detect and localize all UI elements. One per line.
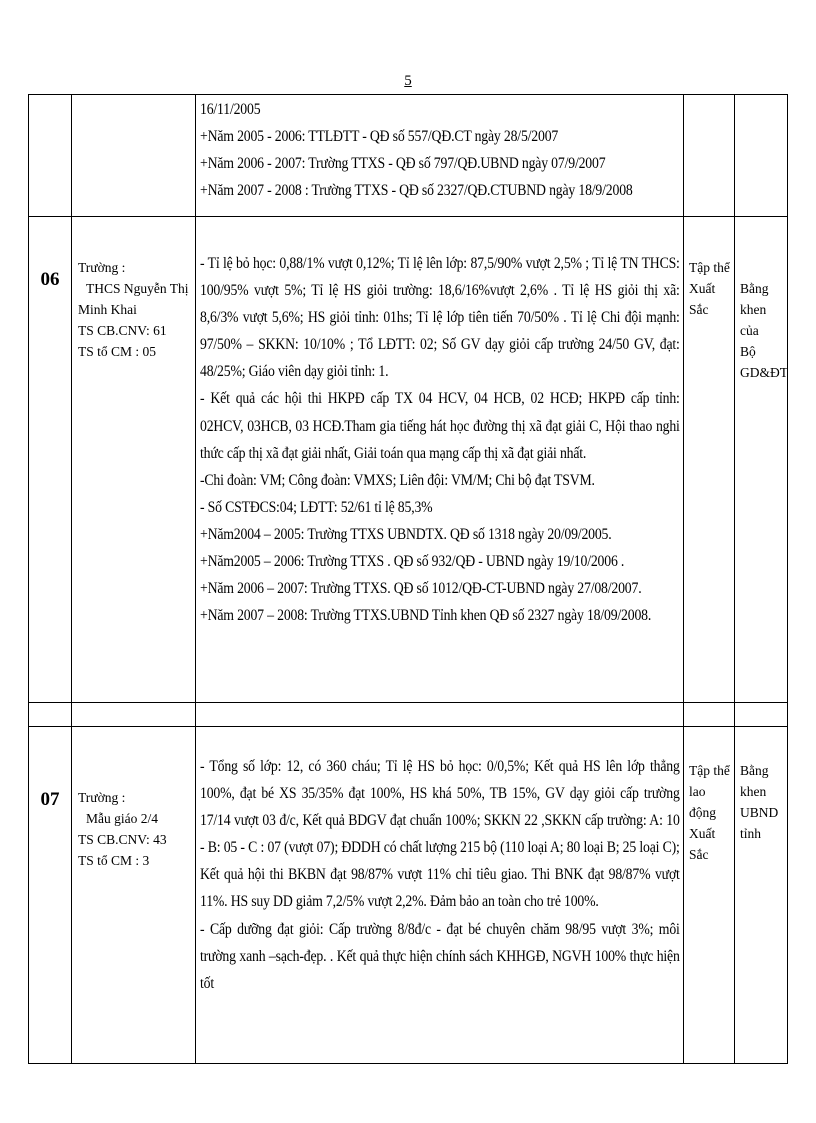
form-line: khen của (740, 302, 767, 338)
achievement-paragraph: - Cấp dưỡng đạt giỏi: Cấp trường 8/8đ/c - đạt bé chuyên chăm 98/95 vượt 3%; môi trường xanh –sạch-đẹp. . Kết quả thực hiện chính sách KHHGĐ, NGVH 100% thực hiện tốt (200, 920, 680, 992)
unit-line: Trường : (78, 260, 126, 275)
form-line: tỉnh (740, 826, 762, 841)
table-row-continuation (29, 95, 788, 217)
unit-line: TS CB.CNV: 61 (78, 323, 167, 338)
title-cell (684, 727, 735, 1064)
row-number (29, 727, 72, 1064)
title-line: Sắc (689, 847, 709, 862)
title-line: Xuất (689, 281, 716, 296)
row-number (29, 217, 72, 703)
achievement-line: +Năm 2007 - 2008 : Trường TTXS - QĐ số 2327/QĐ.CTUBND ngày 18/9/2008 (200, 182, 633, 200)
achievement-paragraph: - Số CSTĐCS:04; LĐTT: 52/61 tỉ lệ 85,3% (200, 498, 433, 516)
cell-empty (72, 703, 196, 727)
form-cell (735, 217, 788, 703)
cell-achievements (196, 217, 684, 703)
table-row-07 (29, 727, 788, 1064)
cell-achievements (196, 727, 684, 1064)
form-line: Bằng (740, 281, 769, 296)
unit-cell (72, 727, 196, 1064)
form-cell (735, 727, 788, 1064)
form-line: Bộ (740, 344, 756, 359)
achievement-paragraph: +Năm 2007 – 2008: Trường TTXS.UBND Tỉnh khen QĐ số 2327 ngày 18/09/2008. (200, 607, 652, 625)
form-line: Bằng (740, 763, 769, 778)
cell-achievements (196, 95, 684, 217)
cell-empty (29, 703, 72, 727)
table-row-blank (29, 703, 788, 727)
title-line: lao (689, 784, 706, 799)
achievement-line: +Năm 2006 - 2007: Trường TTXS - QĐ số 797/QĐ.UBND ngày 07/9/2007 (200, 155, 606, 173)
award-table (28, 94, 788, 1064)
achievement-line: 16/11/2005 (200, 101, 261, 118)
unit-cell (72, 217, 196, 703)
row-number-text: 06 (40, 269, 60, 290)
achievement-paragraph: +Năm2005 – 2006: Trường TTXS . QĐ số 932/QĐ - UBND ngày 19/10/2006 . (200, 553, 625, 571)
title-line: Xuất (689, 826, 716, 841)
achievement-line: +Năm 2005 - 2006: TTLĐTT - QĐ số 557/QĐ.CT ngày 28/5/2007 (200, 128, 559, 146)
page-number: 5 (404, 73, 412, 89)
title-line: Tập thể (689, 763, 730, 778)
row-number-text: 07 (40, 789, 60, 810)
cell-title (684, 95, 735, 217)
unit-line: TS tổ CM : 05 (78, 344, 157, 359)
title-line: Tập thể (689, 260, 730, 275)
form-line: UBND (740, 805, 779, 820)
unit-line: TS tổ CM : 3 (78, 853, 150, 868)
achievement-paragraph: - Tỉ lệ bỏ học: 0,88/1% vượt 0,12%; Tỉ lệ lên lớp: 87,5/90% vượt 2,5% ; Tỉ lệ TN THCS: 100/95% vượt 5%; Tỉ lệ HS giỏi trường: 18,6/16%vượt 2,6% . Tỉ lệ HS giỏi thị xã: 8,6/3% vượt 5,6%; HS giỏi tỉnh: 01hs; Tỉ lệ lớp tiên tiến 70/50% . Tỉ lệ Chi đội mạnh: 97/50% – SKKN: 10/10% ; Tổ LĐTT: 02; Số GV dạy giỏi cấp trường 24/50 GV, đạt: 48/25%; Giáo viên dạy giỏi tỉnh: 1. (200, 255, 680, 381)
achievement-paragraph: +Năm 2006 – 2007: Trường TTXS. QĐ số 1012/QĐ-CT-UBND ngày 27/08/2007. (200, 580, 642, 598)
cell-no (29, 95, 72, 217)
table-row-06 (29, 217, 788, 703)
cell-empty (735, 703, 788, 727)
form-line: GD&ĐT (740, 365, 788, 380)
achievement-paragraph: -Chi đoàn: VM; Công đoàn: VMXS; Liên đội: VM/M; Chi bộ đạt TSVM. (200, 471, 595, 489)
unit-line: Trường : (78, 790, 126, 805)
achievement-paragraph: +Năm2004 – 2005: Trường TTXS UBNDTX. QĐ số 1318 ngày 20/09/2005. (200, 525, 612, 543)
unit-line: THCS Nguyễn Thị (86, 281, 189, 296)
title-cell (684, 217, 735, 703)
cell-unit (72, 95, 196, 217)
title-line: Sắc (689, 302, 709, 317)
title-line: động (689, 805, 716, 820)
cell-form (735, 95, 788, 217)
unit-line: Mẫu giáo 2/4 (86, 811, 158, 826)
achievement-paragraph: - Tổng số lớp: 12, có 360 cháu; Tỉ lệ HS bỏ học: 0/0,5%; Kết quả HS lên lớp thẳng 100%, đạt bé XS 35/35% đạt 100%, HS khá 50%, TB 15%, GV dạy giỏi cấp trường 17/14 vượt 03 đ/c, Kết quả BDGV đạt chuẩn 100%; SKKN 22 ,SKKN cấp trường: A: 10 - B: 05 - C : 07 (vượt 07); ĐDDH có chất lượng 215 bộ (110 loại A; 80 loại B; 25 loại C); Kết quả hội thi BKBN đạt 98/87% vượt 11% chỉ tiêu giao. Thi BNK đạt 98/87% vượt 11%. HS suy DD giảm 7,2/5% vượt 2,2%. Đảm bảo an toàn cho trẻ 100%. (200, 758, 680, 911)
achievement-paragraph: - Kết quả các hội thi HKPĐ cấp TX 04 HCV, 04 HCB, 02 HCĐ; HKPĐ cấp tỉnh: 02HCV, 03HCB, 03 HCĐ.Tham gia tiếng hát học đường thị xã đạt giải C, Hội thao nghi thức cấp thị xã đạt giải nhất, Giải toán qua mạng cấp thị xã đạt giải nhất. (200, 390, 680, 462)
unit-line: TS CB.CNV: 43 (78, 832, 167, 847)
cell-empty (684, 703, 735, 727)
unit-line: Minh Khai (78, 302, 137, 317)
cell-empty (196, 703, 684, 727)
form-line: khen (740, 784, 767, 799)
